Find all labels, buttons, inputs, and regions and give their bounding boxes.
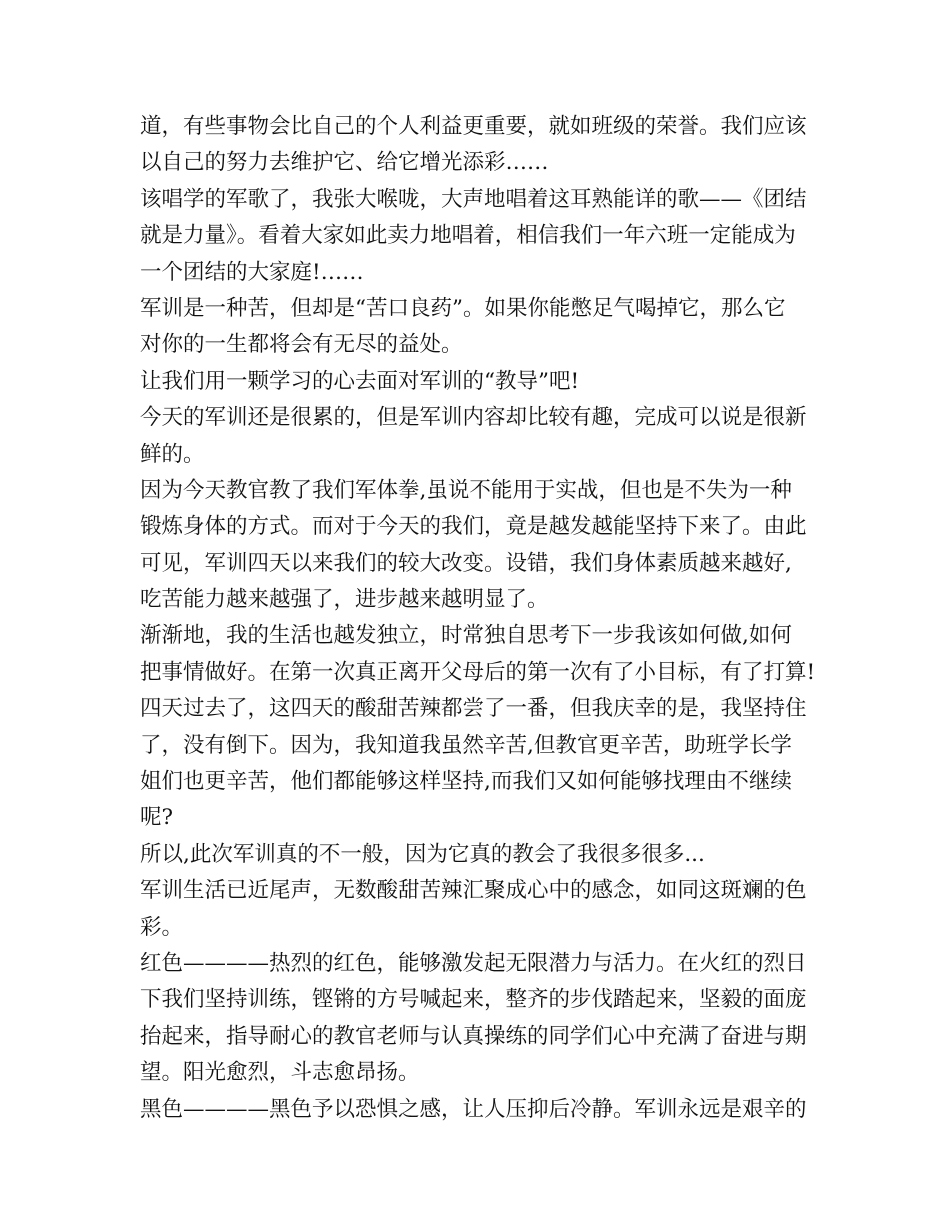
text-line: 渐渐地，我的生活也越发独立，时常独自思考下一步我该如何做,如何 <box>140 623 792 649</box>
text-line: 红色————热烈的红色，能够激发起无限潜力与活力。在火红的烈日 <box>140 950 807 976</box>
document-body <box>140 109 820 1128</box>
text-line: 黑色————黑色予以恐惧之感，让人压抑后冷静。军训永远是艰辛的 <box>140 1096 807 1122</box>
text-line: 因为今天教官教了我们军体拳,虽说不能用于实战，但也是不失为一种 <box>140 477 792 503</box>
text-line: 呢? <box>140 805 174 831</box>
text-line: 下我们坚持训练，铿锵的方号喊起来，整齐的步伐踏起来，坚毅的面庞 <box>140 987 807 1013</box>
text-line: 一个团结的大家庭!…… <box>140 259 364 285</box>
text-line: 鲜的。 <box>140 441 205 467</box>
text-line: 了，没有倒下。因为，我知道我虽然辛苦,但教官更辛苦，助班学长学 <box>140 732 792 758</box>
text-line: 道，有些事物会比自己的个人利益更重要，就如班级的荣誉。我们应该 <box>140 114 807 139</box>
text-line: 四天过去了，这四天的酸甜苦辣都尝了一番，但我庆幸的是，我坚持住 <box>140 696 807 722</box>
text-line: 把事情做好。在第一次真正离开父母后的第一次有了小目标，有了打算! <box>140 659 816 685</box>
text-line: 军训生活已近尾声，无数酸甜苦辣汇聚成心中的感念，如同这斑斓的色 <box>140 878 807 904</box>
text-line: 让我们用一颗学习的心去面对军训的“教导”吧! <box>140 368 580 394</box>
text-line: 该唱学的军歌了，我张大喉咙，大声地唱着这耳熟能详的歌——《团结 <box>140 186 807 212</box>
text-line: 以自己的努力去维护它、给它增光添彩…… <box>140 150 549 176</box>
text-line: 军训是一种苦，但却是“苦口良药”。如果你能憋足气喝掉它，那么它 <box>140 295 786 321</box>
text-line: 抬起来，指导耐心的教官老师与认真操练的同学们心中充满了奋进与期 <box>140 1023 807 1049</box>
text-line: 今天的军训还是很累的，但是军训内容却比较有趣，完成可以说是很新 <box>140 405 807 431</box>
text-line: 就是力量》。看着大家如此卖力地唱着，相信我们一年六班一定能成为 <box>140 223 796 249</box>
text-line: 可见，军训四天以来我们的较大改变。设错，我们身体素质越来越好, <box>140 550 792 576</box>
text-line: 所以,此次军训真的不一般，因为它真的教会了我很多很多... <box>140 841 705 867</box>
text-line: 锻炼身体的方式。而对于今天的我们，竟是越发越能坚持下来了。由此 <box>140 514 807 540</box>
text-line: 姐们也更辛苦，他们都能够这样坚持,而我们又如何能够找理由不继续 <box>140 769 792 795</box>
text-line: 对你的一生都将会有无尽的益处。 <box>140 332 463 358</box>
text-line: 吃苦能力越来越强了，进步越来越明显了。 <box>140 587 549 613</box>
text-line: 彩。 <box>140 914 184 940</box>
text-line: 望。阳光愈烈，斗志愈昂扬。 <box>140 1060 420 1086</box>
